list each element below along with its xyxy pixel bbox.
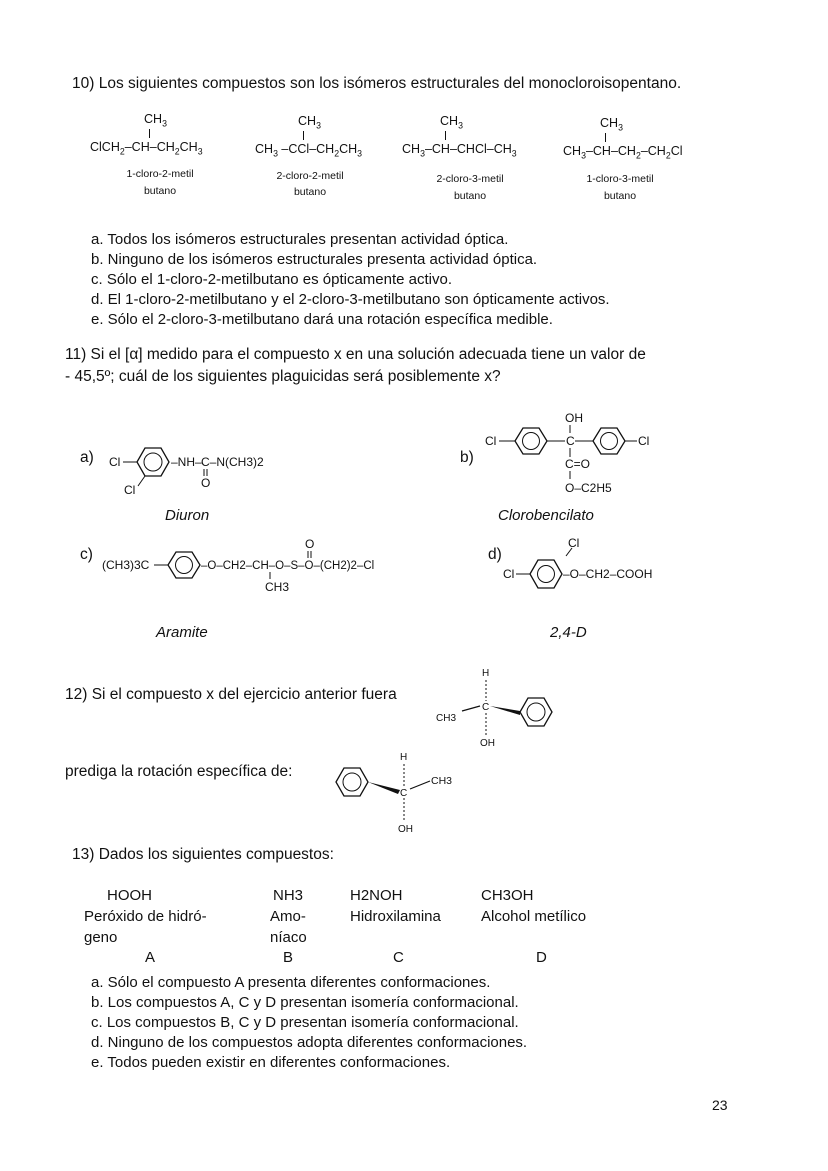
q12-line1: 12) Si el compuesto x del ejercicio anterior fuera [65, 686, 397, 703]
svg-text:Cl: Cl [568, 536, 580, 550]
svg-text:Cl: Cl [109, 455, 121, 469]
q13-option-b: b. Los compuestos A, C y D presentan isomería conformacional. [91, 994, 519, 1011]
q13-a-name1: Peróxido de hidró- [84, 908, 207, 925]
q10-structures [80, 112, 740, 212]
q13-title: 13) Dados los siguientes compuestos: [72, 846, 334, 863]
q13-b-letter: B [283, 949, 294, 966]
s4-bond [605, 133, 606, 142]
q12-structure-predict [330, 748, 470, 838]
q13-c-name1: Hidroxilamina [350, 908, 441, 925]
svg-text:–O–CH2–CH–O–S–O–(CH2)2–Cl: –O–CH2–CH–O–S–O–(CH2)2–Cl [201, 560, 375, 572]
s2-label2: butano [293, 186, 327, 198]
svg-text:OH: OH [398, 824, 413, 835]
q11-d-label: d) [488, 546, 502, 563]
q13-option-e: e. Todos pueden existir en diferentes conformaciones. [91, 1054, 451, 1071]
svg-text:O: O [305, 537, 315, 551]
q11-line1: 11) Si el [α] medido para el compuesto x en una solución adecuada tiene un valor de [65, 346, 646, 363]
svg-text:C: C [482, 702, 490, 713]
diuron-structure [105, 432, 295, 502]
q11-b-label: b) [460, 449, 474, 466]
diuron-name: Diuron [165, 507, 210, 524]
svg-text:CH3: CH3 [431, 775, 453, 787]
q13-option-d: d. Ninguno de los compuestos adopta diferentes conformaciones. [91, 1034, 528, 1051]
q13-c-letter: C [393, 949, 404, 966]
q13-c-formula: H2NOH [350, 887, 403, 904]
q13-b-formula: NH3 [273, 887, 304, 904]
q10-option-e: e. Sólo el 2-cloro-3-metilbutano dará una rotación específica medible. [91, 311, 553, 328]
s3-label1: 2-cloro-3-metil [436, 173, 504, 185]
svg-text:C–N(CH3)2: C–N(CH3)2 [201, 455, 264, 469]
s1-ch3: $CH_3$ [144, 112, 167, 129]
s2-formula: $CH_3$ $-CCl-CH_2CH_3$ [255, 142, 363, 159]
q13-a-formula: HOOH [107, 887, 152, 904]
s3-label2: butano [453, 190, 487, 202]
s1-bond [149, 129, 150, 138]
svg-text:C: C [400, 788, 408, 799]
q12-line2: prediga la rotación específica de: [65, 763, 293, 780]
svg-text:OH: OH [480, 738, 495, 749]
svg-text:–O–CH2–COOH: –O–CH2–COOH [563, 567, 653, 581]
q13-b-name2: níaco [270, 929, 307, 946]
svg-text:CH3: CH3 [265, 580, 290, 594]
clorobencilato-name: Clorobencilato [498, 507, 594, 524]
svg-text:O–C2H5: O–C2H5 [565, 481, 612, 495]
q11-c-label: c) [80, 546, 93, 563]
svg-text:Cl: Cl [124, 483, 136, 497]
svg-text:(CH3)3C: (CH3)3C [102, 558, 150, 572]
s2-bond [303, 131, 304, 140]
q13-a-name2: geno [84, 929, 118, 946]
s3-bond [445, 131, 446, 140]
s2-label1: 2-cloro-2-metil [276, 170, 344, 182]
svg-text:C: C [566, 434, 575, 448]
q10-option-c: c. Sólo el 1-cloro-2-metilbutano es ópticamente activo. [91, 271, 453, 288]
q13-option-c: c. Los compuestos B, C y D presentan isomería conformacional. [91, 1014, 519, 1031]
svg-text:CH3: CH3 [436, 713, 457, 724]
page-number: 23 [712, 1097, 728, 1113]
s4-label2: butano [603, 190, 637, 202]
svg-text:Cl: Cl [503, 567, 515, 581]
s3-formula: $CH_3-CH-CHCl-CH_3$ [402, 142, 517, 159]
clorobencilato-structure [485, 408, 675, 503]
svg-text:OH: OH [565, 411, 583, 425]
q13-option-a: a. Sólo el compuesto A presenta diferentes conformaciones. [91, 974, 491, 991]
s1-label2: butano [143, 185, 177, 197]
svg-text:H: H [400, 752, 408, 763]
q13-d-formula: CH3OH [481, 887, 534, 904]
s1-formula: $ClCH_2-CH-CH_2CH_3$ [90, 140, 203, 157]
q13-d-name1: Alcohol metílico [481, 908, 587, 925]
aramite-structure [102, 535, 402, 597]
svg-text:–NH–: –NH– [171, 455, 202, 469]
svg-text:Cl: Cl [638, 434, 650, 448]
s2-ch3: $CH_3$ [298, 114, 321, 131]
s3-ch3: $CH_3$ [440, 114, 463, 131]
q11-a-label: a) [80, 449, 94, 466]
24d-name: 2,4-D [550, 624, 587, 641]
s4-label1: 1-cloro-3-metil [586, 173, 654, 185]
q10-options [91, 230, 610, 330]
svg-text:Cl: Cl [485, 434, 497, 448]
s1-label1: 1-cloro-2-metil [126, 168, 194, 180]
q13-b-name1: Amo- [270, 908, 306, 925]
q12-structure-x [432, 665, 562, 750]
s4-formula: $CH_3-CH-CH_2-CH_2Cl$ [563, 144, 683, 161]
24d-structure [500, 532, 700, 592]
q11-line2: - 45,5º; cuál de los siguientes plaguicidas será posiblemente x? [65, 368, 501, 385]
q10-option-d: d. El 1-cloro-2-metilbutano y el 2-cloro-3-metilbutano son ópticamente activos. [91, 291, 610, 308]
svg-text:O: O [201, 476, 211, 490]
svg-text:C=O: C=O [565, 457, 591, 471]
q13-a-letter: A [145, 949, 156, 966]
q13-options [91, 973, 527, 1073]
aramite-name: Aramite [156, 624, 208, 641]
q10-option-b: b. Ninguno de los isómeros estructurales presenta actividad óptica. [91, 251, 538, 268]
svg-text:H: H [482, 668, 490, 679]
q10-option-a: a. Todos los isómeros estructurales presentan actividad óptica. [91, 231, 509, 248]
q13-d-letter: D [536, 949, 547, 966]
s4-ch3: $CH_3$ [600, 116, 623, 133]
q10-title: 10) Los siguientes compuestos son los isómeros estructurales del monocloroisopentano. [72, 75, 682, 92]
